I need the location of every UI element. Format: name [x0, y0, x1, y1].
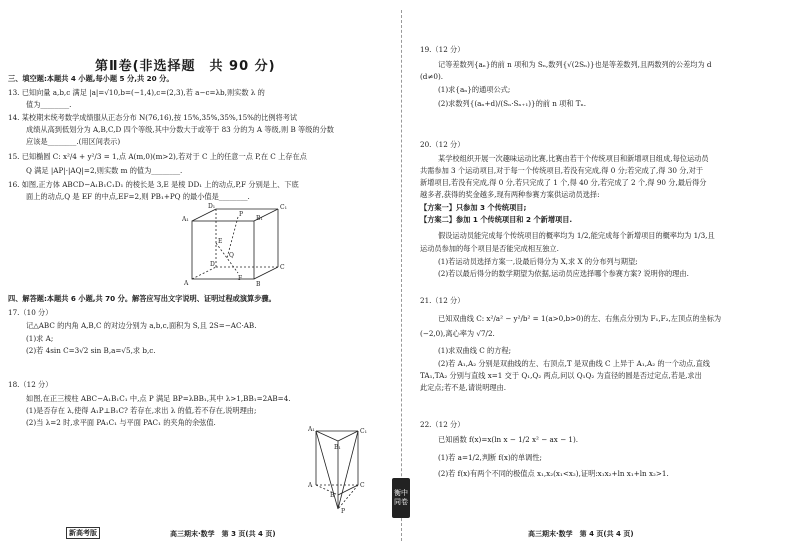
label-C1: C₁	[280, 204, 287, 211]
q21-line3: TA₁,TA₂ 分别与直线 x=1 交于 Q₁,Q₂ 两点,问以 Q₁Q₂ 为直径的圆是否过定点,若是,求出	[420, 371, 702, 380]
q13-line1: 13. 已知向量 a,b,c 满足 |a|=√10,b=(−1,4),c=(2,3),若 a−c=λb,则实数 λ 的	[8, 88, 265, 97]
q21-part2: (2)若 A₁,A₂ 分别是双曲线的左、右顶点,T 是双曲线 C 上异于 A₁,A₂ 的一个动点,直线	[438, 359, 710, 368]
section3-heading: 三、填空题:本题共 4 小题,每小题 5 分,共 20 分。	[8, 74, 174, 83]
q15-line2: Q 满足 |AP|·|AQ|=2,则实数 m 的值为________.	[26, 166, 183, 175]
q20-line4: 越多者,获得的奖金越多,现有两种参赛方案供运动员选择:	[420, 190, 600, 199]
label-C: C	[280, 264, 285, 271]
q21-line2: (−2,0),离心率为 √7/2.	[420, 329, 495, 338]
q19-part2: (2)求数列{(aₙ+d)/(Sₙ·Sₙ₊₁)}的前 n 项和 Tₙ.	[438, 99, 586, 108]
section4-heading: 四、解答题:本题共 6 小题,共 70 分。解答应写出文字说明、证明过程或演算步骤。	[8, 294, 276, 303]
label-C-prism: C	[360, 482, 365, 489]
label-P-prism: P	[341, 508, 346, 515]
label-D1: D₁	[208, 203, 216, 210]
q20-line2: 共需参加 3 个运动项目,对于每一个传统项目,若没有完成,得 0 分;若完成了,得 30 分,对于	[420, 166, 704, 175]
q21-part1: (1)求双曲线 C 的方程;	[438, 346, 511, 355]
label-A: A	[184, 280, 189, 287]
q15-line1: 15. 已知椭圆 C: x²/4 + y²/3 = 1,点 A(m,0)(m>2),若对于 C 上的任意一点 P,在 C 上存在点	[8, 152, 307, 161]
q20-line1: 某学校组织开展一次趣味运动比赛,比赛由若干个传统项目和新增项目组成,每位运动员	[438, 154, 709, 163]
binding-spine	[395, 0, 408, 551]
right-page	[408, 0, 800, 551]
q13-line2: 值为________.	[26, 100, 72, 109]
left-page	[0, 0, 395, 551]
q20-part1: (1)若运动员选择方案一,设最后得分为 X,求 X 的分布列与期望;	[438, 257, 638, 266]
cube-figure	[180, 203, 290, 288]
label-Q: Q	[229, 252, 234, 259]
page-number-left: 高三期末·数学 第 3 页(共 4 页)	[170, 530, 276, 538]
q19-line2: (d≠0).	[420, 72, 444, 81]
q14-line3: 应该是________.(用区间表示)	[26, 137, 121, 146]
q19-heading: 19.（12 分）	[420, 45, 465, 54]
seal-line1: 衡中	[394, 489, 408, 497]
seal-line2: 同卷	[394, 498, 408, 506]
q14-line1: 14. 某校期末统考数学成绩服从正态分布 N(76,16),按 15%,35%,35%,15%的比例将考试	[8, 113, 298, 122]
q21-line4: 此定点;若不是,请说明理由.	[420, 383, 507, 392]
q18-heading: 18.（12 分）	[8, 380, 53, 389]
label-B1-prism: B₁	[334, 444, 341, 451]
q16-line2: 面上的动点,Q 是 EF 的中点,EF=2,则 PB₁+PQ 的最小值是________.	[26, 192, 250, 201]
page-number-right: 高三期末·数学 第 4 页(共 4 页)	[528, 530, 634, 538]
q18-part2: (2)当 λ=2 时,求平面 PA₁C₁ 与平面 PAC₁ 的夹角的余弦值.	[26, 418, 216, 427]
q22-stem: 已知函数 f(x)=x(ln x − 1/2 x² − ax − 1).	[438, 435, 579, 444]
label-A1: A₁	[182, 216, 189, 223]
q18-stem: 如图,在正三棱柱 ABC−A₁B₁C₁ 中,点 P 满足 BP=λBB₁,其中 λ>1,BB₁=2AB=4.	[26, 394, 291, 403]
q20-part2: (2)若以最后得分的数学期望为依据,运动员应选择哪个参赛方案? 说明你的理由.	[438, 269, 689, 278]
q20-plan1: 【方案一】只参加 3 个传统项目;	[420, 203, 527, 212]
q17-part2: (2)若 4sin C=3√2 sin B,a=√5,求 b,c.	[26, 346, 156, 355]
label-P: P	[239, 211, 244, 218]
prism-figure	[308, 425, 370, 515]
label-B-prism: B	[330, 492, 335, 499]
q17-stem: 记△ABC 的内角 A,B,C 的对边分别为 a,b,c,面积为 S,且 2S=−AC·AB.	[26, 321, 257, 330]
q20-plan2: 【方案二】参加 1 个传统项目和 2 个新增项目.	[420, 215, 573, 224]
label-B: B	[256, 281, 261, 288]
q20-line5: 假设运动员能完成每个传统项目的概率均为 1/2,能完成每个新增项目的概率均为 1/3,且	[438, 231, 715, 240]
label-A1-prism: A₁	[308, 426, 315, 433]
q19-part1: (1)求{aₙ}的通项公式;	[438, 85, 511, 94]
q22-heading: 22.（12 分）	[420, 420, 465, 429]
q20-heading: 20.（12 分）	[420, 140, 465, 149]
label-C1-prism: C₁	[360, 428, 367, 435]
section-title: 第Ⅱ卷(非选择题 共 90 分)	[95, 59, 276, 74]
edition-tag: 新高考版	[66, 527, 100, 539]
q19-line1: 记等差数列{aₙ}的前 n 项和为 Sₙ,数列{√(2Sₙ)}也是等差数列,且两数列的公差均为 d	[438, 60, 712, 69]
label-E: E	[218, 238, 223, 245]
q17-heading: 17.（10 分）	[8, 308, 53, 317]
q14-line2: 成绩从高到低划分为 A,B,C,D 四个等级,其中分数大于或等于 83 分的为 A 等级,则 B 等级的分数	[26, 125, 334, 134]
label-A-prism: A	[308, 482, 313, 489]
q21-heading: 21.（12 分）	[420, 296, 465, 305]
q18-part1: (1)是否存在 λ,使得 A₁P⊥B₁C? 若存在,求出 λ 的值,若不存在,说明理由;	[26, 406, 257, 415]
q21-line1: 已知双曲线 C: x²/a² − y²/b² = 1(a>0,b>0)的左、右焦点分别为 F₁,F₂,左顶点的坐标为	[438, 314, 722, 323]
q22-part1: (1)若 a=1/2,判断 f(x)的单调性;	[438, 453, 542, 462]
q22-part2: (2)若 f(x)有两个不同的极值点 x₁,x₂(x₁<x₂),证明:x₁x₂+ln x₁+ln x₂>1.	[438, 469, 669, 478]
q20-line6: 运动员参加的每个项目是否能完成相互独立.	[420, 244, 559, 253]
label-B1: B₁	[256, 215, 263, 222]
q17-part1: (1)求 A;	[26, 334, 54, 343]
label-D: D	[210, 261, 215, 268]
label-F: F	[238, 275, 243, 282]
q20-line3: 新增项目,若没有完成,得 0 分,若只完成了 1 个,得 40 分,若完成了 2 个,得 90 分,最后得分	[420, 178, 707, 187]
q16-line1: 16. 如图,正方体 ABCD−A₁B₁C₁D₁ 的棱长是 3,E 是棱 DD₁ 上的动点,P,F 分别是上、下底	[8, 180, 299, 189]
